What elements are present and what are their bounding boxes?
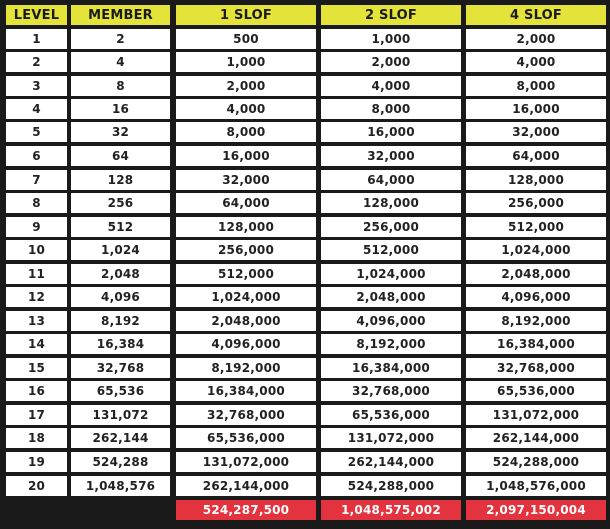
- cell-slof1: 262,144,000: [176, 476, 316, 496]
- cell-member: 131,072: [71, 405, 170, 425]
- cell-slof1: 500: [176, 29, 316, 49]
- cell-member: 16,384: [71, 334, 170, 354]
- cell-member: 65,536: [71, 381, 170, 401]
- cell-level: 13: [6, 311, 67, 331]
- cell-member: 256: [71, 193, 170, 213]
- cell-slof1: 1,024,000: [176, 287, 316, 307]
- cell-slof1: 4,096,000: [176, 334, 316, 354]
- cell-level: 17: [6, 405, 67, 425]
- cell-slof1: 128,000: [176, 217, 316, 237]
- cell-level: 2: [6, 52, 67, 72]
- cell-slof4: 262,144,000: [466, 428, 606, 448]
- cell-slof2: 4,096,000: [321, 311, 461, 331]
- cell-slof1: 16,384,000: [176, 381, 316, 401]
- cell-slof1: 512,000: [176, 264, 316, 284]
- cell-slof1: 64,000: [176, 193, 316, 213]
- cell-slof2: 8,192,000: [321, 334, 461, 354]
- cell-slof1: 2,048,000: [176, 311, 316, 331]
- header-member: MEMBER: [71, 5, 170, 25]
- cell-slof1: 32,768,000: [176, 405, 316, 425]
- total-slof1: 524,287,500: [176, 500, 316, 520]
- cell-slof1: 32,000: [176, 170, 316, 190]
- cell-level: 15: [6, 358, 67, 378]
- cell-slof4: 8,192,000: [466, 311, 606, 331]
- cell-slof4: 64,000: [466, 146, 606, 166]
- cell-slof4: 2,048,000: [466, 264, 606, 284]
- cell-member: 2,048: [71, 264, 170, 284]
- cell-member: 64: [71, 146, 170, 166]
- cell-member: 1,048,576: [71, 476, 170, 496]
- cell-slof4: 2,000: [466, 29, 606, 49]
- header-slof1: 1 SLOF: [176, 5, 316, 25]
- cell-level: 10: [6, 240, 67, 260]
- cell-member: 524,288: [71, 452, 170, 472]
- cell-slof1: 8,192,000: [176, 358, 316, 378]
- total-slof2: 1,048,575,002: [321, 500, 461, 520]
- cell-level: 16: [6, 381, 67, 401]
- cell-level: 8: [6, 193, 67, 213]
- cell-slof4: 65,536,000: [466, 381, 606, 401]
- cell-member: 32: [71, 122, 170, 142]
- cell-slof2: 512,000: [321, 240, 461, 260]
- cell-slof2: 4,000: [321, 76, 461, 96]
- cell-member: 8: [71, 76, 170, 96]
- cell-slof4: 512,000: [466, 217, 606, 237]
- cell-level: 19: [6, 452, 67, 472]
- cell-slof4: 1,024,000: [466, 240, 606, 260]
- cell-slof1: 1,000: [176, 52, 316, 72]
- cell-slof1: 65,536,000: [176, 428, 316, 448]
- cell-slof2: 16,000: [321, 122, 461, 142]
- cell-slof1: 256,000: [176, 240, 316, 260]
- cell-slof2: 64,000: [321, 170, 461, 190]
- cell-slof2: 1,000: [321, 29, 461, 49]
- cell-member: 128: [71, 170, 170, 190]
- cell-slof4: 4,000: [466, 52, 606, 72]
- cell-slof2: 16,384,000: [321, 358, 461, 378]
- cell-level: 5: [6, 122, 67, 142]
- cell-slof2: 2,048,000: [321, 287, 461, 307]
- cell-slof2: 1,024,000: [321, 264, 461, 284]
- cell-member: 1,024: [71, 240, 170, 260]
- cell-slof2: 262,144,000: [321, 452, 461, 472]
- cell-level: 11: [6, 264, 67, 284]
- cell-slof4: 32,000: [466, 122, 606, 142]
- cell-level: 4: [6, 99, 67, 119]
- cell-slof2: 131,072,000: [321, 428, 461, 448]
- cell-level: 3: [6, 76, 67, 96]
- cell-level: 6: [6, 146, 67, 166]
- cell-slof2: 65,536,000: [321, 405, 461, 425]
- cell-level: 12: [6, 287, 67, 307]
- cell-member: 8,192: [71, 311, 170, 331]
- cell-slof4: 524,288,000: [466, 452, 606, 472]
- header-level: LEVEL: [6, 5, 67, 25]
- cell-slof4: 32,768,000: [466, 358, 606, 378]
- cell-level: 1: [6, 29, 67, 49]
- cell-level: 7: [6, 170, 67, 190]
- cell-slof4: 131,072,000: [466, 405, 606, 425]
- cell-slof2: 128,000: [321, 193, 461, 213]
- cell-member: 16: [71, 99, 170, 119]
- cell-member: 32,768: [71, 358, 170, 378]
- header-slof4: 4 SLOF: [466, 5, 606, 25]
- cell-level: 20: [6, 476, 67, 496]
- cell-slof4: 128,000: [466, 170, 606, 190]
- cell-slof4: 1,048,576,000: [466, 476, 606, 496]
- cell-slof1: 16,000: [176, 146, 316, 166]
- cell-slof4: 8,000: [466, 76, 606, 96]
- cell-slof1: 131,072,000: [176, 452, 316, 472]
- cell-slof2: 8,000: [321, 99, 461, 119]
- cell-slof1: 2,000: [176, 76, 316, 96]
- total-slof4: 2,097,150,004: [466, 500, 606, 520]
- cell-member: 512: [71, 217, 170, 237]
- cell-slof4: 16,000: [466, 99, 606, 119]
- cell-level: 18: [6, 428, 67, 448]
- cell-slof1: 8,000: [176, 122, 316, 142]
- cell-slof2: 524,288,000: [321, 476, 461, 496]
- cell-slof4: 16,384,000: [466, 334, 606, 354]
- cell-slof4: 4,096,000: [466, 287, 606, 307]
- cell-slof2: 2,000: [321, 52, 461, 72]
- cell-level: 14: [6, 334, 67, 354]
- cell-slof2: 32,000: [321, 146, 461, 166]
- cell-member: 4: [71, 52, 170, 72]
- cell-member: 262,144: [71, 428, 170, 448]
- cell-member: 4,096: [71, 287, 170, 307]
- cell-slof2: 32,768,000: [321, 381, 461, 401]
- header-slof2: 2 SLOF: [321, 5, 461, 25]
- cell-slof4: 256,000: [466, 193, 606, 213]
- cell-slof1: 4,000: [176, 99, 316, 119]
- cell-level: 9: [6, 217, 67, 237]
- cell-member: 2: [71, 29, 170, 49]
- cell-slof2: 256,000: [321, 217, 461, 237]
